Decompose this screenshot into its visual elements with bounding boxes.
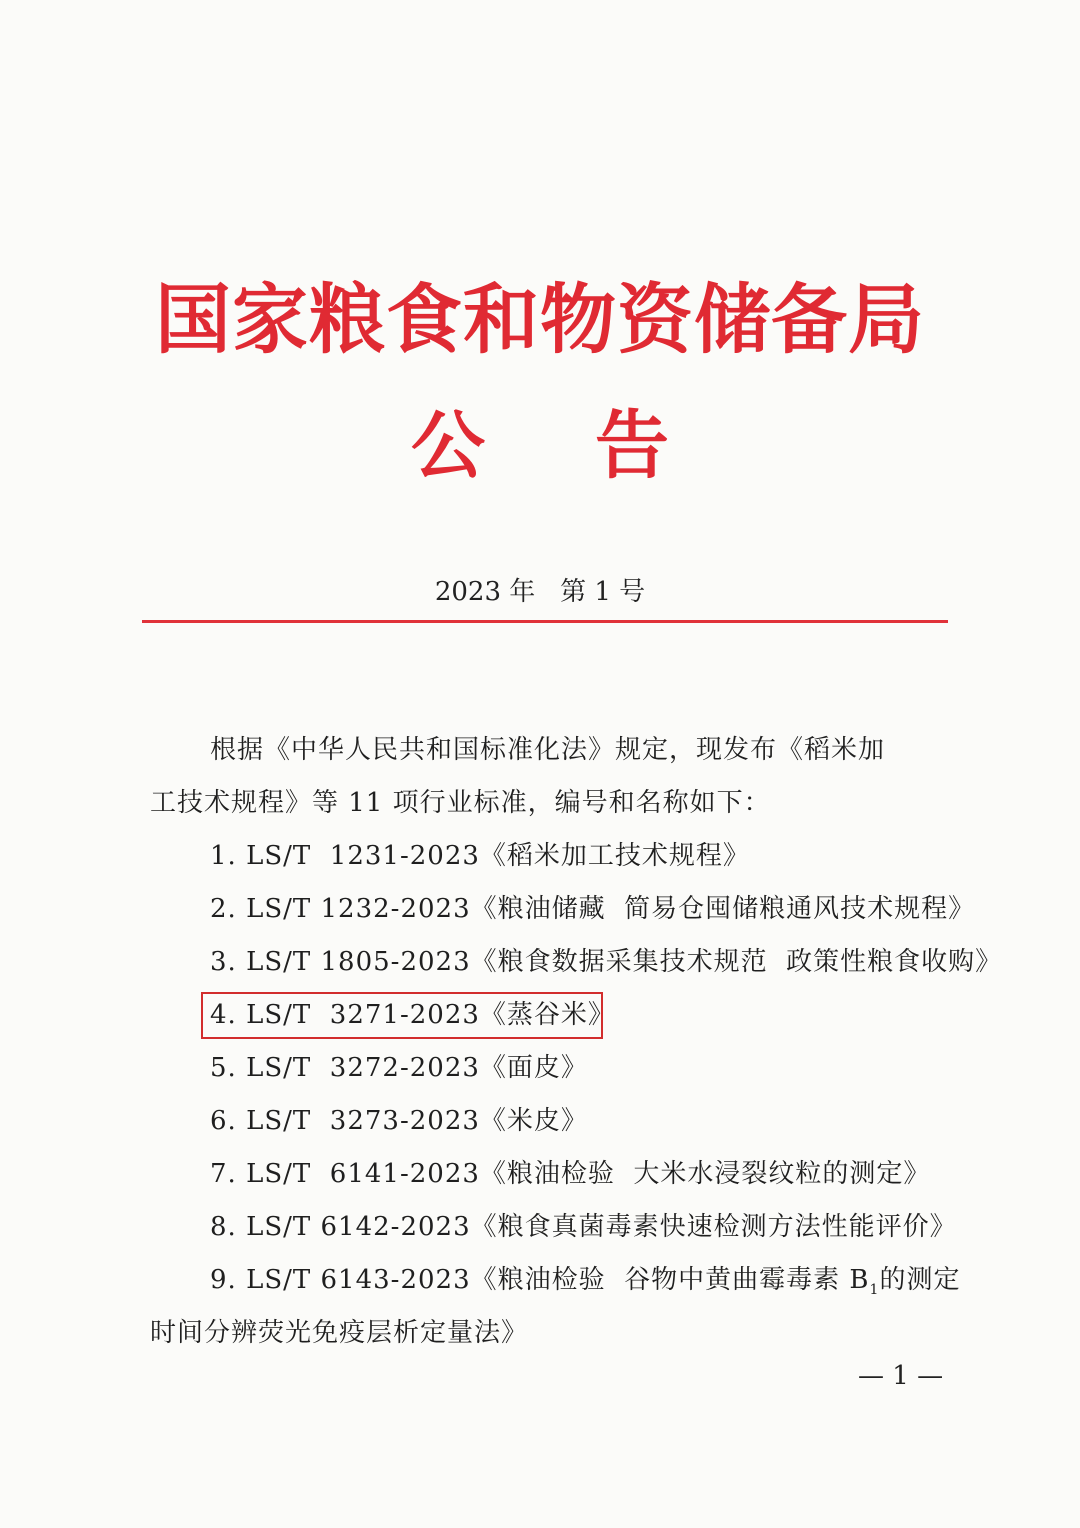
standard-item-continuation: 时间分辨荧光免疫层析定量法》: [150, 1318, 529, 1348]
doc-type-char-2: 告: [595, 403, 669, 489]
subscript: 1: [869, 1282, 880, 1299]
document-number: 2023 年 第 1 号: [434, 577, 646, 607]
standard-item: 6. LS/T 3273-2023《米皮》: [210, 1106, 588, 1136]
intro-paragraph-line-2: 工技术规程》等 11 项行业标准，编号和名称如下：: [150, 788, 771, 818]
intro-paragraph-line-1: 根据《中华人民共和国标准化法》规定，现发布《稻米加: [210, 735, 886, 765]
standard-item: 3. LS/T 1805-2023《粮食数据采集技术规范 政策性粮食收购》: [210, 947, 1003, 977]
highlight-box: [201, 992, 603, 1039]
issuer-title: 国家粮食和物资储备局: [155, 275, 925, 364]
red-divider: [142, 620, 948, 623]
standard-item-text: 9. LS/T 6143-2023《粮油检验 谷物中黄曲霉毒素 B: [210, 1265, 870, 1295]
standard-item: 2. LS/T 1232-2023《粮油储藏 简易仓囤储粮通风技术规程》: [210, 894, 976, 924]
standard-item-text-end: 的测定: [879, 1265, 961, 1295]
standard-item: 8. LS/T 6142-2023《粮食真菌毒素快速检测方法性能评价》: [210, 1212, 957, 1242]
doc-type-char-1: 公: [411, 403, 485, 489]
standard-item-highlighted: 4. LS/T 3271-2023《蒸谷米》: [210, 1000, 615, 1030]
document-type: [0, 398, 1080, 494]
standard-item: 5. LS/T 3272-2023《面皮》: [210, 1053, 588, 1083]
standard-item: 1. LS/T 1231-2023《稻米加工技术规程》: [210, 841, 750, 871]
standard-item: 7. LS/T 6141-2023《粮油检验 大米水浸裂纹粒的测定》: [210, 1159, 931, 1189]
page-number: — 1 —: [858, 1361, 944, 1391]
